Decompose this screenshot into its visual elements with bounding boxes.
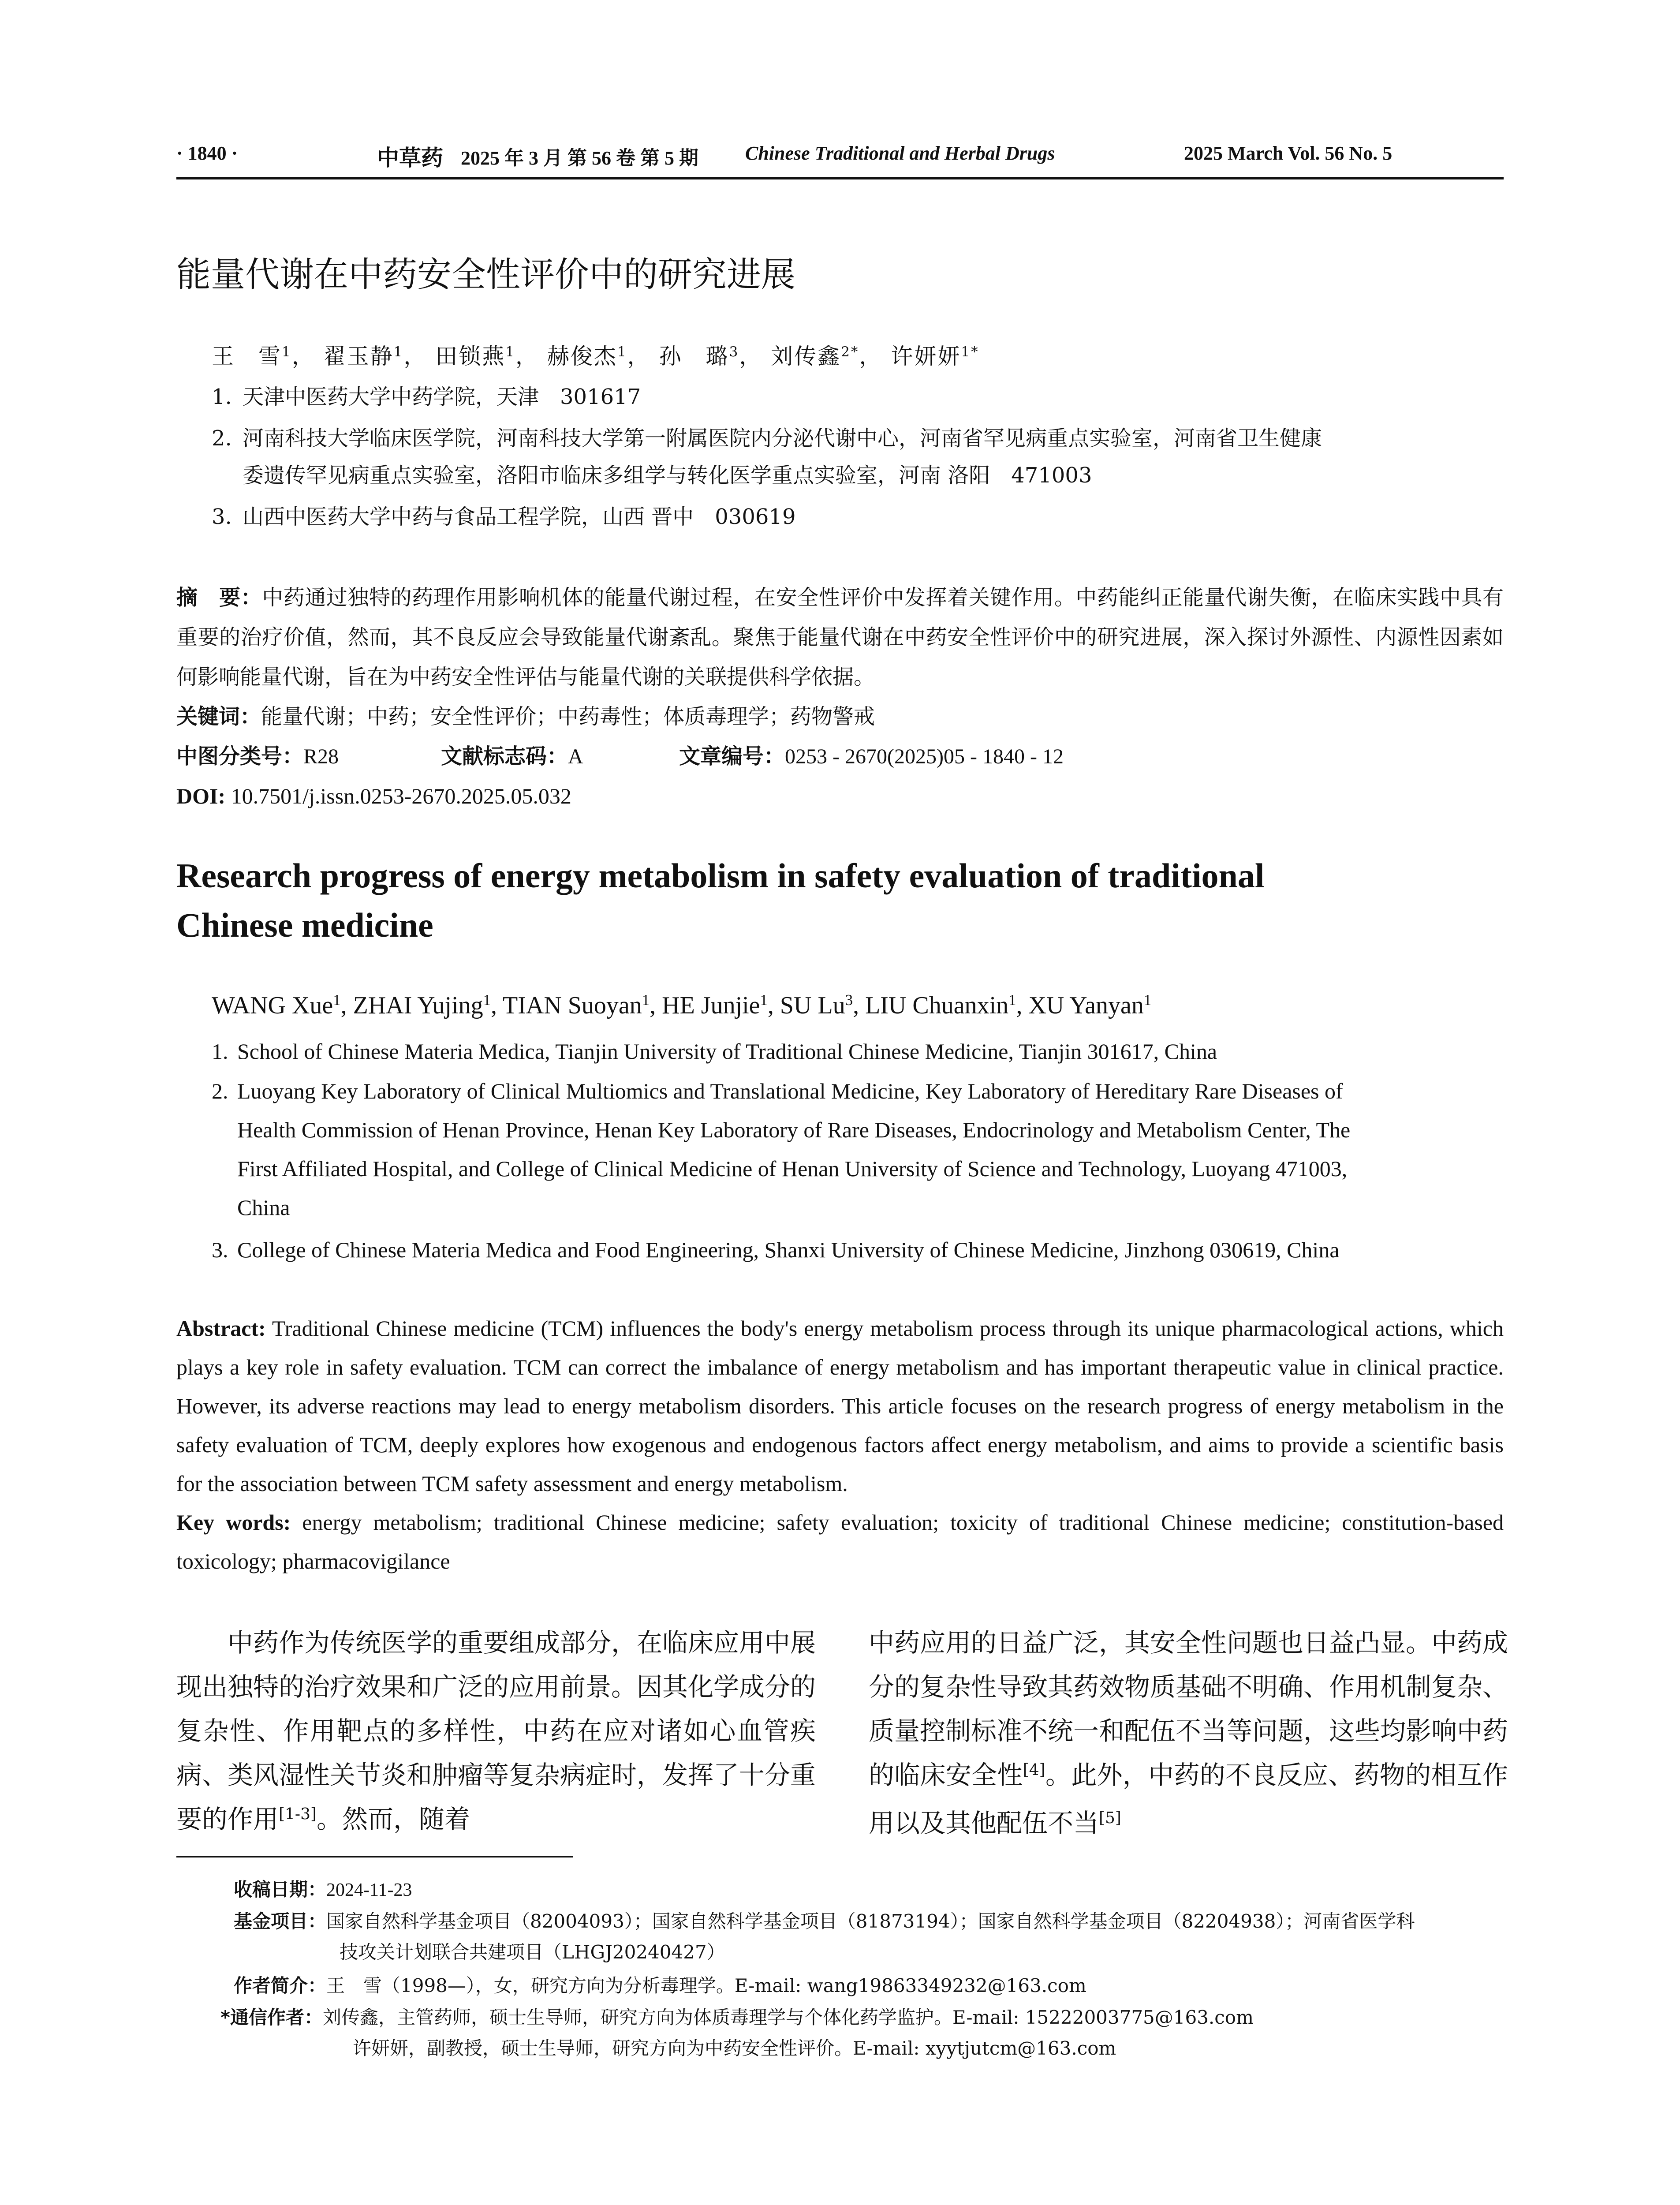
page-number: · 1840 · (176, 142, 238, 164)
affiliation-cn-1: 1. 天津中医药大学中药学院，天津 301617 (212, 385, 641, 409)
author-en: WANG Xue$^1$, (212, 991, 353, 1019)
affiliation-cn-2: 2. 河南科技大学临床医学院，河南科技大学第一附属医院内分泌代谢中心，河南省罕见病重点实验室，河南省卫生健康 委遗传罕见病重点实验室，洛阳市临床多组学与转化医学重点实验室，河南 洛阳 471003 (212, 426, 1322, 488)
author-cn: 翟玉静$^1$， (323, 344, 427, 369)
abstract-en (176, 1309, 1504, 1503)
author-en: SU Lu$^3$, (780, 991, 866, 1019)
footnote-author-bio: 作者简介：王 雪（1998—），女，研究方向为分析毒理学。E-mail: wang19863349232@163.com (234, 1975, 1086, 1996)
doi: DOI: 10.7501/j.issn.0253-2670.2025.05.032 (176, 784, 571, 808)
affiliation-cn-3: 3. 山西中医药大学中药与食品工程学院，山西 晋中 030619 (212, 505, 796, 529)
affiliation-en-3: 3. College of Chinese Materia Medica and Food Engineering, Shanxi University of Chinese Medicine, Jinzhong 030619, China (212, 1237, 1340, 1262)
body-column-left: 中药作为传统医学的重要组成部分，在临床应用中展现出独特的治疗效果和广泛的应用前景。因其化学成分的复杂性、作用靶点的多样性，中药在应对诸如心血管疾病、类风湿性关节炎和肿瘤等复杂病症时，发挥了十分重要的作用[1-3]。然而，随着 (176, 1628, 816, 1834)
keywords-cn: 关键词：能量代谢；中药；安全性评价；中药毒性；体质毒理学；药物警戒 (176, 704, 875, 729)
running-header (176, 142, 1504, 177)
footnote-fund: 基金项目：国家自然科学基金项目（82004093）；国家自然科学基金项目（81873194）；国家自然科学基金项目（82204938）；河南省医学科 技攻关计划联合共建项目（LHGJ20240427） (234, 1910, 1415, 1963)
article-title-en: Research progress of energy metabolism in safety evaluation of traditional Chinese medicine (176, 856, 1265, 944)
abstract-cn-text: 中药通过独特的药理作用影响机体的能量代谢过程，在安全性评价中发挥着关键作用。中药能纠正能量代谢失衡，在临床实践中具有重要的治疗价值，然而，其不良反应会导致能量代谢紊乱。聚焦于能量代谢在中药安全性评价中的研究进展，深入探讨外源性、内源性因素如何影响能量代谢，旨在为中药安全性评估与能量代谢的关联提供科学依据。 (176, 585, 1504, 689)
author-cn: 赫俊杰$^1$， (547, 344, 651, 369)
issue-en: 2025 March Vol. 56 No. 5 (1184, 142, 1393, 164)
author-list-cn (212, 339, 979, 370)
citation: [5] (1099, 1809, 1121, 1828)
author-cn: 孙 璐$^3$， (659, 344, 763, 369)
author-cn: 刘传鑫$^{2*}$， (771, 344, 883, 369)
footnote-corresponding: *通信作者：刘传鑫，主管药师，硕士生导师，研究方向为体质毒理学与个体化药学监护。E-mail: 15222003775@163.com 许妍妍，副教授，硕士生导师，研究方向为中药安全性评价。E-mail: xyytjutcm@163.com (220, 2007, 1254, 2059)
author-cn: 王 雪$^1$， (212, 344, 315, 369)
citation: [4] (1023, 1761, 1045, 1779)
footnote-received: 收稿日期：2024-11-23 (234, 1879, 412, 1900)
body-column-right: 中药应用的日益广泛，其安全性问题也日益凸显。中药成分的复杂性导致其药效物质基础不明确、作用机制复杂、质量控制标准不统一和配伍不当等问题，这些均影响中药的临床安全性[4]。此外，中药的不良反应、药物的相互作用以及其他配伍不当[5] (869, 1628, 1508, 1838)
affiliation-en-1: 1. School of Chinese Materia Medica, Tianjin University of Traditional Chinese Medicine, Tianjin 301617, China (212, 1039, 1217, 1064)
author-cn: 许妍妍$^{1*}$ (891, 344, 979, 369)
author-cn: 田锁燕$^1$， (435, 344, 539, 369)
keywords-en: Key words: energy metabolism; traditional Chinese medicine; safety evaluation; toxicity of traditional Chinese medicine; constitution-based toxicology; pharmacovigilance (176, 1510, 1504, 1573)
author-en: TIAN Suoyan$^1$, (503, 991, 662, 1019)
author-en: LIU Chuanxin$^1$, (865, 991, 1029, 1019)
article-number: 文章编号：0253 - 2670(2025)05 - 1840 - 12 (679, 744, 1064, 769)
affiliation-en-2: 2. Luoyang Key Laboratory of Clinical Multiomics and Translational Medicine, Key Laboratory of Hereditary Rare Diseases of Health Commission of Henan Province, Henan Key Laboratory of Rare Diseases, Endocrinology and Metabolism Center, The First Affiliated Hospital, and College of Clinical Medicine of Henan University of Science and Technology, Luoyang 471003, China (212, 1079, 1351, 1220)
citation: [1-3] (279, 1805, 317, 1824)
article-title-cn: 能量代谢在中药安全性评价中的研究进展 (176, 255, 796, 295)
clc: 中图分类号：R28 (176, 744, 339, 769)
abstract-cn (176, 578, 1504, 697)
journal-name-en: Chinese Traditional and Herbal Drugs (745, 142, 1055, 164)
author-en: HE Junjie$^1$, (662, 991, 780, 1019)
issue-cn: 2025 年 3 月 第 56 卷 第 5 期 (461, 147, 698, 169)
document-code: 文献标志码：A (441, 744, 583, 769)
author-list-en (212, 991, 1151, 1020)
abstract-cn-label: 摘 要： (176, 585, 262, 610)
journal-name-cn: 中草药 (377, 145, 443, 171)
abstract-en-label: Abstract: (176, 1316, 266, 1341)
author-en: ZHAI Yujing$^1$, (353, 991, 503, 1019)
abstract-en-text: Traditional Chinese medicine (TCM) influences the body's energy metabolism process through its unique pharmacological actions, which plays a key role in safety evaluation. TCM can correct the imbalance of energy metabolism and has important therapeutic value in clinical practice. However, its adverse reactions may lead to energy metabolism disorders. This article focuses on the research progress of energy metabolism in the safety evaluation of TCM, deeply explores how exogenous and endogenous factors affect energy metabolism, and aims to provide a scientific basis for the association between TCM safety assessment and energy metabolism. (176, 1316, 1504, 1496)
footnote-rule (176, 1856, 573, 1857)
author-en: XU Yanyan$^1$ (1028, 991, 1152, 1019)
header-rule (176, 177, 1504, 179)
